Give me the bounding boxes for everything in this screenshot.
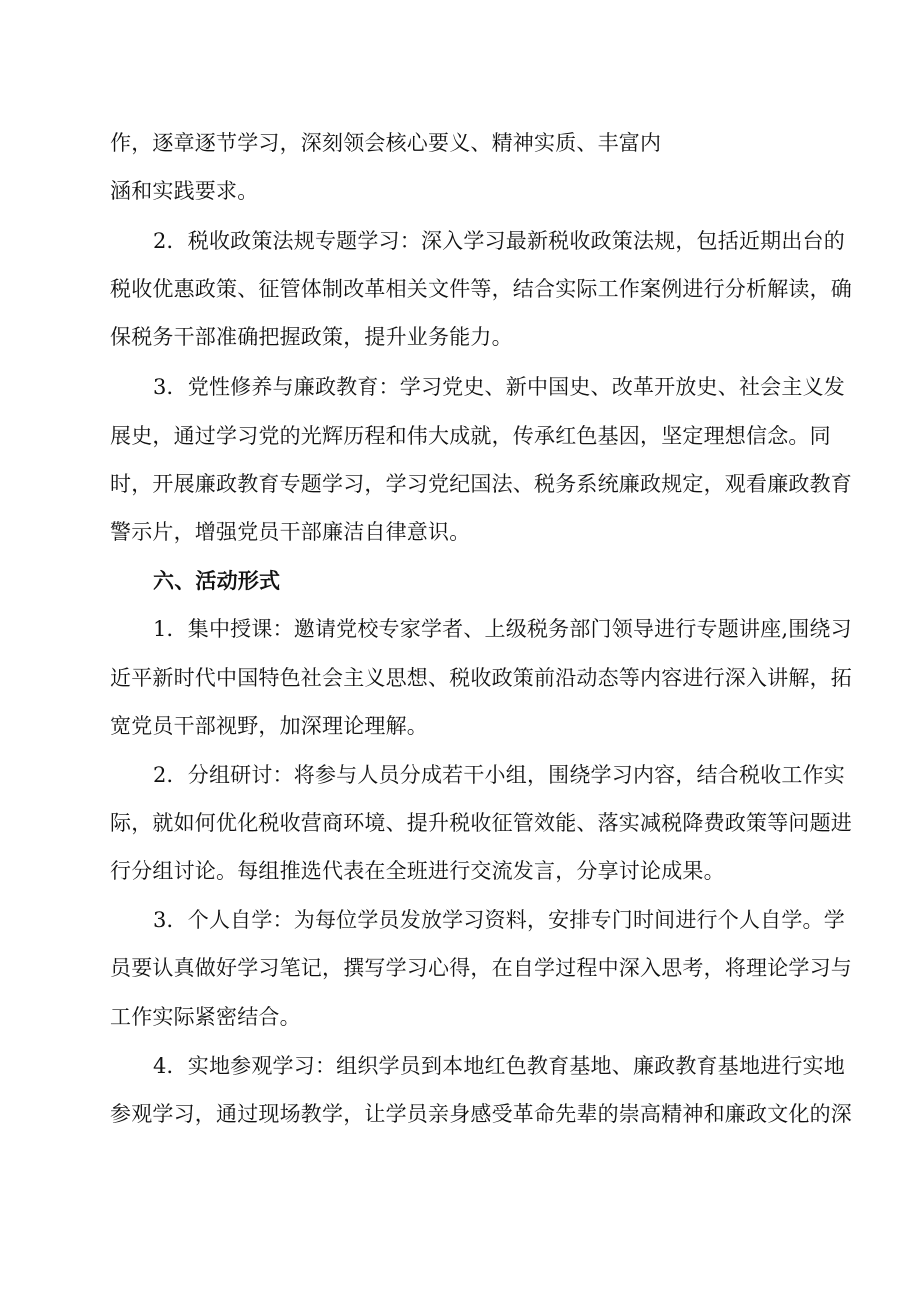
text-line: 宽党员干部视野，加深理论理解。 (110, 714, 428, 738)
text-line: 近平新时代中国特色社会主义思想、税收政策前沿动态等内容进行深入讲解，拓 (110, 666, 852, 690)
text-line: 行分组讨论。每组推选代表在全班进行交流发言，分享讨论成果。 (110, 859, 725, 883)
paragraph-start-line: 2．税收政策法规专题学习：深入学习最新税收政策法规，包括近期出台的 (153, 229, 845, 253)
text-line: 税收优惠政策、征管体制改革相关文件等，结合实际工作案例进行分析解读，确 (110, 277, 852, 301)
paragraph-start-line: 4．实地参观学习：组织学员到本地红色教育基地、廉政教育基地进行实地 (153, 1054, 845, 1078)
text-line: 时，开展廉政教育专题学习，学习党纪国法、税务系统廉政规定，观看廉政教育 (110, 472, 852, 496)
text-line: 警示片，增强党员干部廉洁自律意识。 (110, 520, 471, 544)
text-line: 涵和实践要求。 (110, 179, 259, 203)
section-heading: 六、活动形式 (153, 569, 281, 593)
paragraph-start-line: 3．党性修养与廉政教育：学习党史、新中国史、改革开放史、社会主义发 (153, 375, 845, 399)
text-line: 工作实际紧密结合。 (110, 1005, 301, 1029)
text-line: 际，就如何优化税收营商环境、提升税收征管效能、落实减税降费政策等问题进 (110, 811, 852, 835)
paragraph-start-line: 3．个人自学：为每位学员发放学习资料，安排专门时间进行个人自学。学 (153, 908, 845, 932)
paragraph-start-line: 2．分组研讨：将参与人员分成若干小组，围绕学习内容，结合税收工作实 (153, 763, 845, 787)
text-line: 展史，通过学习党的光辉历程和伟大成就，传承红色基因，坚定理想信念。同 (110, 424, 831, 448)
paragraph-start-line: 1．集中授课：邀请党校专家学者、上级税务部门领导进行专题讲座,围绕习 (153, 617, 852, 641)
text-line: 作，逐章逐节学习，深刻领会核心要义、精神实质、丰富内 (110, 131, 662, 155)
text-line: 保税务干部准确把握政策，提升业务能力。 (110, 325, 513, 349)
text-line: 参观学习，通过现场教学，让学员亲身感受革命先辈的崇高精神和廉政文化的深 (110, 1102, 852, 1126)
text-line: 员要认真做好学习笔记，撰写学习心得，在自学过程中深入思考，将理论学习与 (110, 956, 852, 980)
